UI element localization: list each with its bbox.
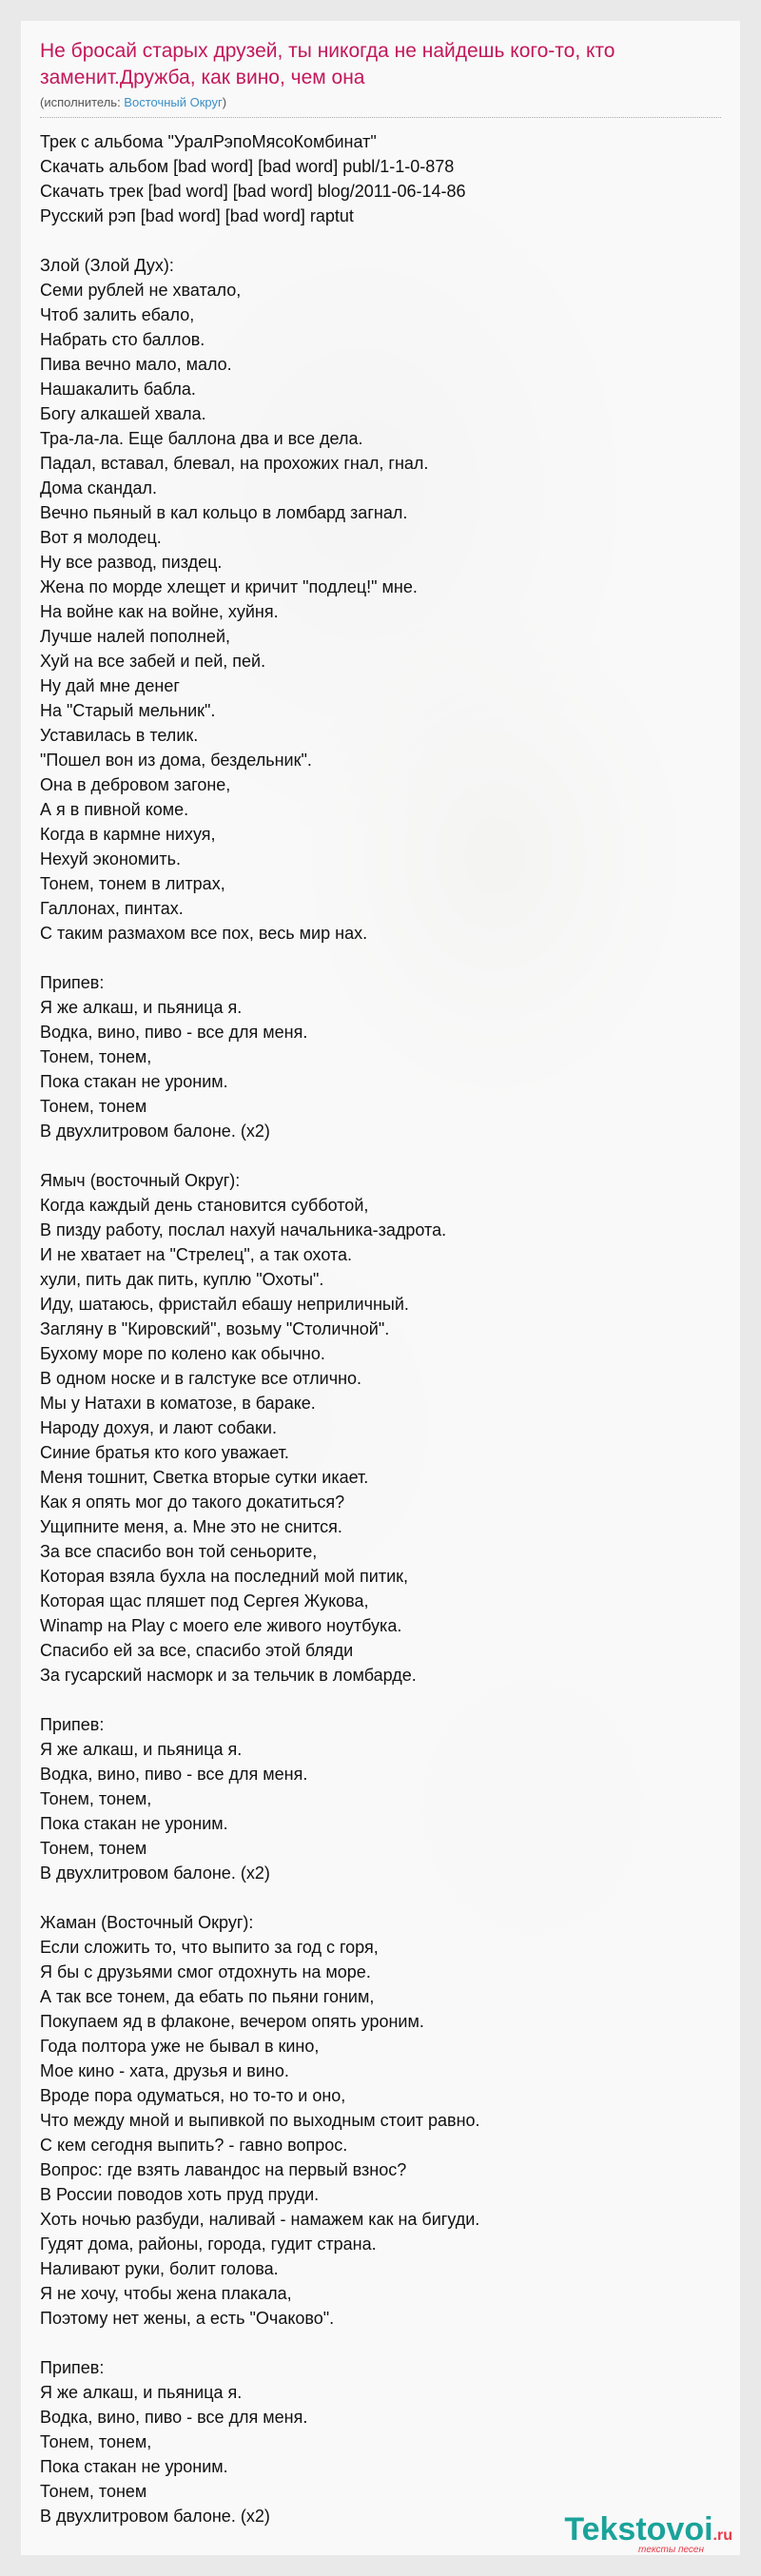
site-logo[interactable] — [564, 2512, 732, 2555]
lyric-line: Тонем, тонем, — [40, 1789, 152, 1808]
lyric-line — [40, 946, 721, 970]
lyric-line: Пива вечно мало, мало. — [40, 355, 232, 374]
lyric-line: Наливают руки, болит голова. — [40, 2259, 279, 2278]
lyric-line: Winamp на Play с моего еле живого ноутбука. — [40, 1616, 402, 1635]
lyric-line: Загляну в "Кировский", возьму "Столичной". — [40, 1319, 390, 1338]
lyric-line: Галлонах, пинтах. — [40, 899, 184, 918]
lyric-line: Покупаем яд в флаконе, вечером опять уроним. — [40, 2012, 424, 2031]
lyric-line: "Пошел вон из дома, бездельник". — [40, 751, 312, 770]
artist-suffix: ) — [222, 95, 227, 109]
lyric-line: За все спасибо вон той сеньорите, — [40, 1542, 318, 1561]
lyric-line: Вопрос: где взять лавандос на первый взнос? — [40, 2160, 407, 2179]
lyric-line: Хуй на все забей и пей, пей. — [40, 652, 266, 671]
lyric-line: Когда в кармне нихуя, — [40, 825, 216, 844]
lyric-line: На "Старый мельник". — [40, 701, 216, 720]
lyric-line: Жаман (Восточный Округ): — [40, 1913, 254, 1932]
lyrics-card — [21, 21, 740, 2555]
lyric-line: Скачать альбом [bad word] [bad word] publ/1-1-0-878 — [40, 157, 455, 176]
logo-tagline: тексты песен — [638, 2545, 704, 2555]
lyric-line: Как я опять мог до такого докатиться? — [40, 1493, 345, 1512]
lyric-line: Мы у Натахи в коматозе, в бараке. — [40, 1394, 316, 1413]
lyric-line: Припев: — [40, 973, 105, 992]
lyric-line: А я в пивной коме. — [40, 800, 189, 819]
lyric-line: Пока стакан не уроним. — [40, 1072, 228, 1091]
lyric-line: Меня тошнит, Светка вторые сутки икает. — [40, 1468, 369, 1487]
lyric-line: В двухлитровом балоне. (x2) — [40, 1122, 270, 1141]
lyric-line: Трек с альбома "УралРэпоМясоКомбинат" — [40, 132, 377, 151]
lyric-line: Тонем, тонем — [40, 1839, 147, 1858]
lyric-line: Тонем, тонем — [40, 1097, 147, 1116]
logo-text: Tekstovoi — [564, 2511, 713, 2547]
lyric-line: Уставилась в телик. — [40, 726, 199, 745]
lyric-line: Иду, шатаюсь, фристайл ебашу неприличный. — [40, 1295, 409, 1314]
lyric-line: Вроде пора одуматься, но то-то и оно, — [40, 2086, 346, 2105]
lyric-line: Вечно пьяный в кал кольцо в ломбард загнал. — [40, 503, 408, 522]
lyric-line: Чтоб залить ебало, — [40, 305, 195, 324]
lyric-line: Тра-ла-ла. Еще баллона два и все дела. — [40, 429, 363, 448]
lyric-line: Которая взяла бухла на последний мой питик, — [40, 1567, 409, 1586]
page-title: Не бросай старых друзей, ты никогда не найдешь кого-то, кто заменит.Дружба, как вино, чем она — [40, 40, 615, 88]
lyric-line: Дома скандал. — [40, 478, 158, 498]
lyric-line: Вот я молодец. — [40, 528, 162, 547]
lyric-line: В одном носке и в галстуке все отлично. — [40, 1369, 362, 1388]
lyric-line: Когда каждый день становится субботой, — [40, 1196, 369, 1215]
lyric-line: За гусарский насморк и за тельчик в ломбарде. — [40, 1666, 417, 1685]
lyric-line: Русский рэп [bad word] [bad word] raptut — [40, 206, 354, 225]
lyric-line: Ущипните меня, а. Мне это не снится. — [40, 1517, 342, 1536]
lyric-line: Пока стакан не уроним. — [40, 2457, 228, 2476]
lyric-line: Ну все развод, пиздец. — [40, 553, 223, 572]
lyric-line: Скачать трек [bad word] [bad word] blog/2011-06-14-86 — [40, 182, 466, 201]
lyric-line: Падал, вставал, блевал, на прохожих гнал, гнал. — [40, 454, 429, 473]
lyric-line: Если сложить то, что выпито за год с горя, — [40, 1938, 379, 1957]
lyric-line: Ямыч (восточный Округ): — [40, 1171, 241, 1190]
lyric-line: Лучше налей пополней, — [40, 627, 230, 646]
lyric-line: Злой (Злой Дух): — [40, 256, 174, 275]
lyric-line: С кем сегодня выпить? - гавно вопрос. — [40, 2136, 348, 2155]
lyric-line: Я не хочу, чтобы жена плакала, — [40, 2284, 292, 2303]
lyric-line: Бухому море по колено как обычно. — [40, 1344, 325, 1363]
lyric-line: Богу алкашей хвала. — [40, 404, 206, 423]
lyric-line: Я же алкаш, и пьяница я. — [40, 1740, 243, 1759]
lyric-line: Тонем, тонем в литрах, — [40, 874, 225, 893]
lyric-line: На войне как на войне, хуйня. — [40, 602, 279, 621]
lyric-line: Нашакалить бабла. — [40, 380, 196, 399]
lyric-line: Что между мной и выпивкой по выходным стоит равно. — [40, 2111, 480, 2130]
lyric-line: Нехуй экономить. — [40, 849, 181, 868]
lyric-line: Набрать сто баллов. — [40, 330, 205, 349]
lyric-line: Она в дебровом загоне, — [40, 775, 231, 794]
lyric-line: Тонем, тонем, — [40, 1047, 152, 1066]
lyric-line: В двухлитровом балоне. (x2) — [40, 2507, 270, 2526]
lyric-line: хули, пить дак пить, куплю "Охоты". — [40, 1270, 324, 1289]
lyric-line: В двухлитровом балоне. (x2) — [40, 1864, 270, 1883]
lyric-line: Припев: — [40, 1715, 105, 1734]
lyric-line: Поэтому нет жены, а есть "Очаково". — [40, 2309, 335, 2328]
lyric-line: Хоть ночью разбуди, наливай - намажем как на бигуди. — [40, 2210, 480, 2229]
lyric-line: Тонем, тонем — [40, 2482, 147, 2501]
lyric-line: Народу дохуя, и лают собаки. — [40, 1418, 277, 1437]
lyric-line: В России поводов хоть пруд пруди. — [40, 2185, 320, 2204]
lyric-line: Года полтора уже не бывал в кино, — [40, 2037, 320, 2056]
artist-line — [40, 95, 721, 118]
artist-prefix: (исполнитель: — [40, 95, 125, 109]
lyric-line: В пизду работу, послал нахуй начальника-задрота. — [40, 1220, 447, 1239]
lyric-line: Мое кино - хата, друзья и вино. — [40, 2061, 289, 2080]
lyric-line — [40, 1143, 721, 1168]
lyric-line: Я же алкаш, и пьяница я. — [40, 998, 243, 1017]
lyric-line: Тонем, тонем, — [40, 2432, 152, 2451]
lyric-line: Пока стакан не уроним. — [40, 1814, 228, 1833]
logo-tld: .ru — [712, 2527, 732, 2544]
lyric-line: Я же алкаш, и пьяница я. — [40, 2383, 243, 2402]
lyric-line: Гудят дома, районы, города, гудит страна. — [40, 2234, 377, 2254]
lyric-line — [40, 2331, 721, 2355]
lyric-line: И не хватает на "Стрелец", а так охота. — [40, 1245, 353, 1264]
lyric-line — [40, 1885, 721, 1910]
lyric-line: Жена по морде хлещет и кричит "подлец!" мне. — [40, 577, 418, 596]
lyric-line: Синие братья кто кого уважает. — [40, 1443, 289, 1462]
lyric-line: Водка, вино, пиво - все для меня. — [40, 1765, 308, 1784]
lyric-line: Которая щас пляшет под Сергея Жукова, — [40, 1591, 369, 1610]
lyric-line: Припев: — [40, 2358, 105, 2377]
lyric-line: Семи рублей не хватало, — [40, 281, 242, 300]
lyric-line — [40, 1688, 721, 1712]
lyric-line: Ну дай мне денег — [40, 676, 180, 695]
lyric-line: Водка, вино, пиво - все для меня. — [40, 2408, 308, 2427]
lyric-line: Спасибо ей за все, спасибо этой бляди — [40, 1641, 354, 1660]
lyric-line: А так все тонем, да ебать по пьяни гоним, — [40, 1987, 375, 2006]
lyrics-body — [40, 129, 721, 2528]
lyric-line: С таким размахом все пох, весь мир нах. — [40, 924, 368, 943]
lyric-line: Я бы с друзьями смог отдохнуть на море. — [40, 1962, 371, 1981]
artist-link[interactable]: Восточный Округ — [124, 95, 223, 109]
lyric-line: Водка, вино, пиво - все для меня. — [40, 1023, 308, 1042]
lyric-line — [40, 228, 721, 253]
